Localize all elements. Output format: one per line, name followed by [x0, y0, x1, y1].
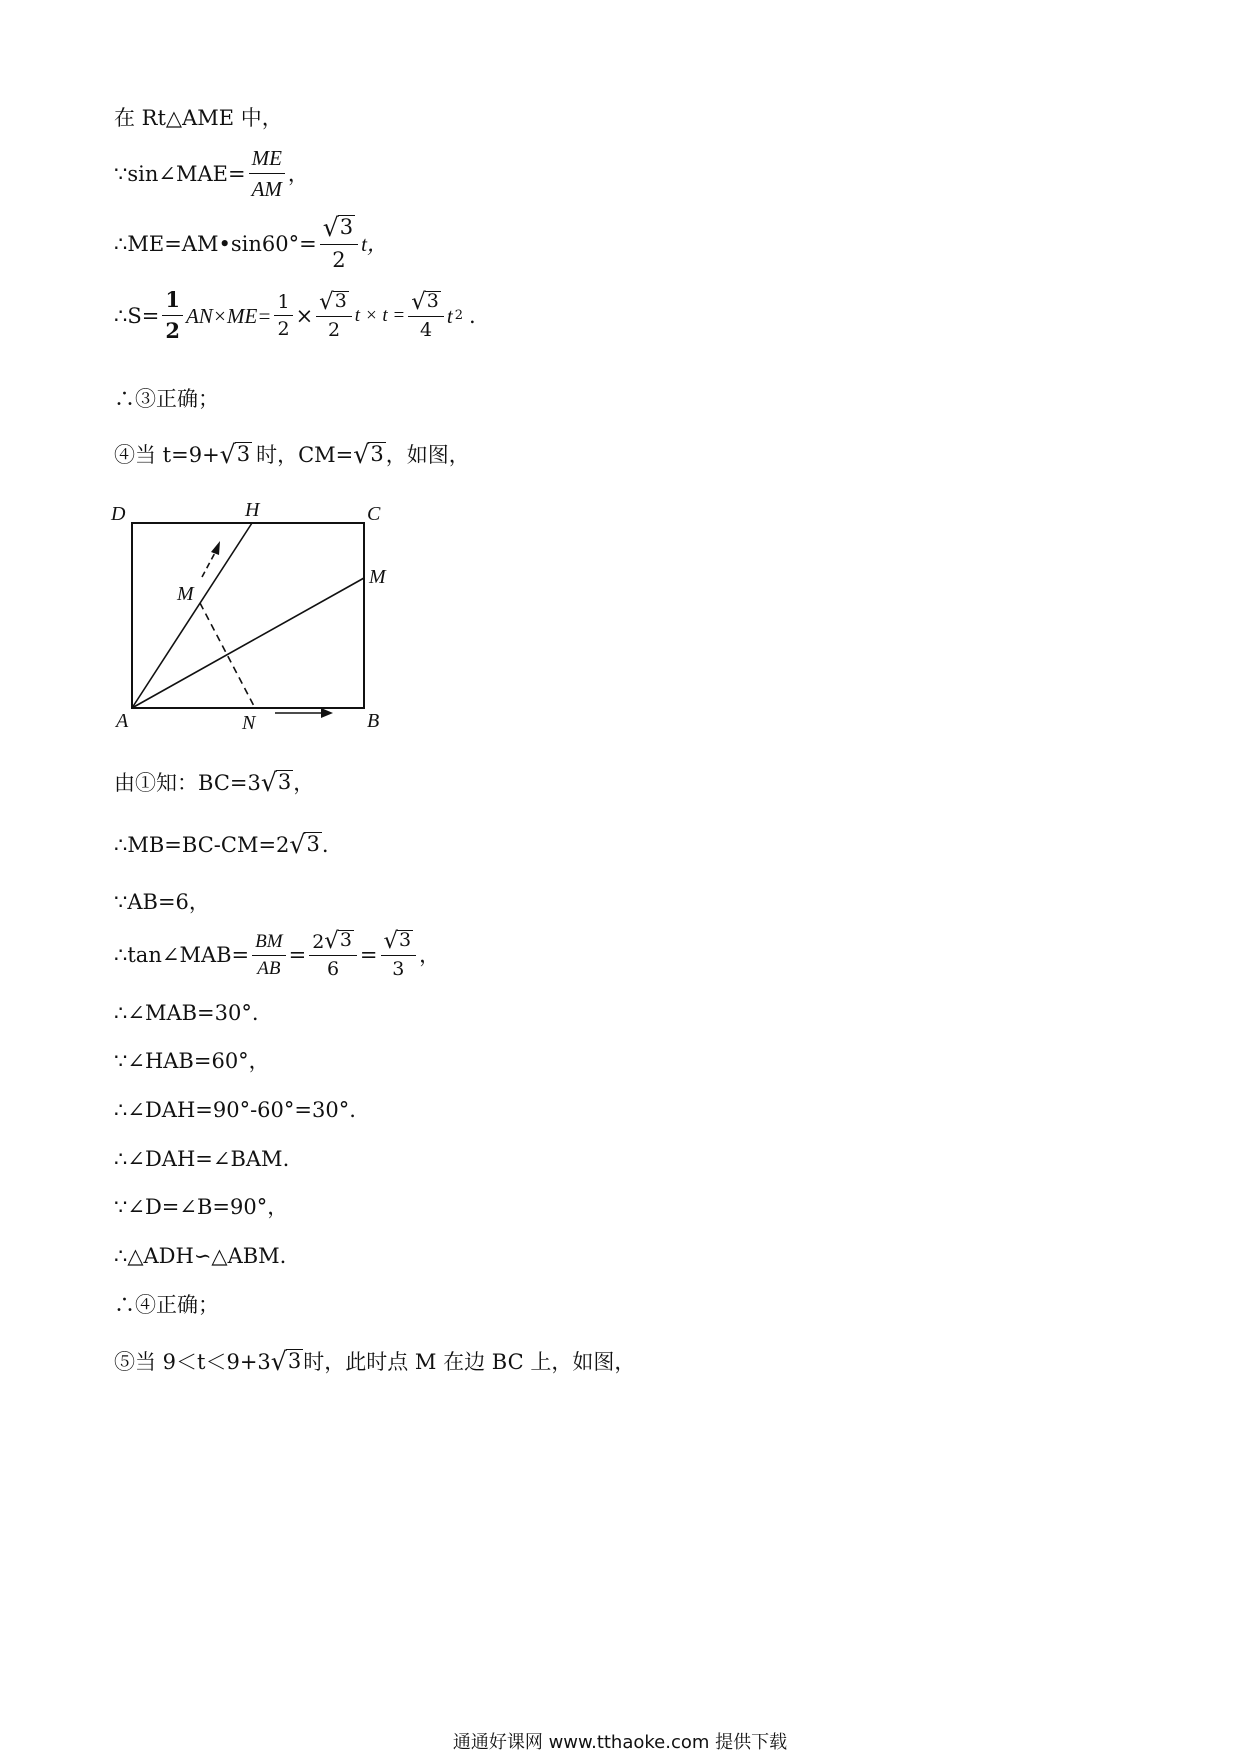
text: ④当 t=9+ — [114, 443, 220, 467]
fraction: √ 3 3 — [381, 930, 417, 980]
text: ∴∠DAH=90°-60°=30°. — [114, 1098, 356, 1122]
label-M-right: M — [369, 566, 386, 588]
text-line-3 — [114, 215, 388, 273]
text: = — [288, 943, 307, 967]
text: t — [446, 303, 453, 328]
text: 时，CM= — [256, 443, 354, 467]
denominator: AM — [251, 177, 282, 201]
text-line-11 — [114, 999, 259, 1027]
label-D: D — [111, 503, 126, 525]
label-N: N — [242, 712, 256, 730]
sqrt: √ 3 — [411, 288, 439, 315]
text: ， — [419, 943, 441, 967]
text: ∵∠D=∠B=90°， — [114, 1195, 289, 1219]
text: 时，此时点 M 在边 BC 上，如图， — [303, 1350, 636, 1374]
label-A: A — [116, 710, 129, 730]
text-line-17 — [114, 1291, 219, 1319]
text: AN×ME= — [185, 303, 272, 328]
text: ∵AB=6， — [114, 890, 210, 914]
text: ∴△ADH∽△ABM. — [114, 1244, 287, 1268]
text: 在 Rt△AME 中， — [114, 106, 283, 130]
text: ∴ME=AM•sin60°= — [114, 232, 317, 256]
sqrt: √ 3 — [322, 213, 354, 242]
fraction — [320, 215, 358, 273]
text-line-2 — [114, 145, 309, 202]
fraction: $\frac{1}{2}$ — [274, 291, 292, 340]
exponent: 2 — [454, 307, 463, 323]
sqrt: √ 3 — [324, 928, 352, 954]
page-footer: 通通好课网 www.tthaoke.com 提供下载 — [452, 1732, 788, 1753]
text: ∴∠MAB=30°. — [114, 1001, 259, 1025]
text-line-8 — [114, 831, 329, 859]
arrowhead-right — [321, 708, 333, 718]
text: ∴S= — [114, 303, 160, 328]
text: . — [321, 833, 329, 857]
text-line-9 — [114, 888, 210, 916]
text-line-14 — [114, 1145, 289, 1173]
text-line-10 — [114, 930, 440, 980]
text: ∵∠HAB=60°， — [114, 1049, 270, 1073]
text-line-5 — [114, 385, 219, 413]
text: t， — [361, 232, 388, 256]
fraction — [249, 145, 285, 202]
geometry-figure — [105, 490, 405, 730]
text: ∴MB=BC-CM=2 — [114, 833, 290, 857]
sqrt: √ 3 — [289, 830, 320, 860]
text: ∴tan∠MAB= — [114, 943, 250, 967]
text: ⑤当 9＜t＜9+3 — [114, 1350, 271, 1374]
text: × — [295, 303, 314, 328]
text: ∴③正确； — [114, 387, 219, 411]
label-M-inner: M — [177, 583, 194, 605]
sqrt: √ 3 — [260, 768, 292, 798]
text-line-15 — [114, 1193, 288, 1221]
text-line-13 — [114, 1096, 356, 1124]
text: ， — [287, 161, 309, 186]
text: t × t = — [354, 304, 406, 326]
text-line-18 — [114, 1348, 635, 1376]
text: 由①知：BC=3 — [114, 771, 261, 795]
fraction: √ 3 4 — [408, 291, 444, 341]
text-line-12 — [114, 1047, 270, 1075]
sqrt: √ 3 — [353, 440, 384, 470]
text-line-6 — [114, 441, 470, 469]
dashed-segment-MN — [200, 603, 255, 708]
sqrt: √ 3 — [383, 928, 412, 954]
text-line-4 — [114, 287, 476, 344]
sqrt: √ 3 — [219, 440, 251, 470]
text: ∵sin∠MAE= — [114, 161, 246, 186]
fraction: $\frac{1}{2}$ — [162, 287, 183, 344]
label-B: B — [367, 710, 380, 730]
arrowhead-up — [211, 541, 220, 555]
fraction: 2 √ 3 6 — [309, 930, 357, 980]
text-line-16 — [114, 1242, 286, 1270]
text-line-1 — [114, 104, 283, 132]
sqrt: √ 3 — [319, 288, 347, 315]
text: ∴∠DAH=∠BAM. — [114, 1147, 290, 1171]
segment-AH — [132, 523, 252, 708]
text: = — [359, 943, 378, 967]
text: ∴④正确； — [114, 1293, 219, 1317]
label-C: C — [367, 503, 381, 525]
text: ， — [293, 771, 315, 795]
fraction: √ 3 2 — [316, 291, 352, 341]
text: . — [469, 303, 476, 328]
fraction: $\frac{BM}{AB}$ — [252, 931, 285, 980]
denominator: 2 — [332, 248, 346, 272]
rectangle-ABCD — [132, 523, 364, 708]
numerator: ME — [249, 145, 285, 174]
text: ，如图， — [385, 443, 470, 467]
text-line-7 — [114, 769, 314, 797]
segment-AM — [132, 578, 364, 708]
sqrt: √ 3 — [270, 1347, 302, 1377]
label-H: H — [245, 499, 260, 521]
